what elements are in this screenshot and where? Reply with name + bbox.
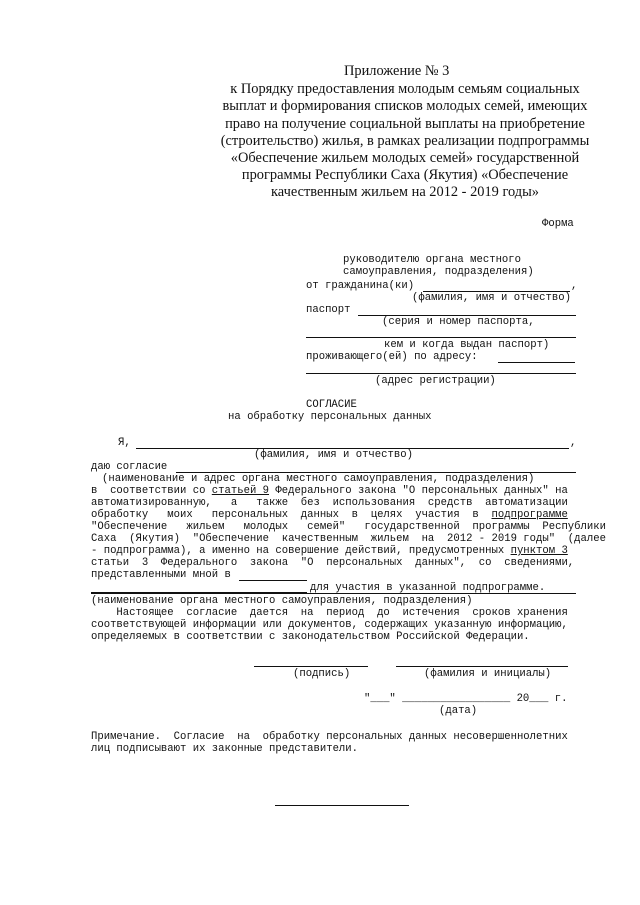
signature-caption: (подпись): [293, 668, 351, 680]
issued-caption: кем и когда выдан паспорт): [384, 339, 550, 351]
name-caption: (фамилия, имя и отчество): [254, 449, 413, 461]
header-line: (строительство) жилья, в рамках реализации подпрограммы: [220, 133, 590, 149]
body-line: определяемых в соответствии с законодательством Российской Федерации.: [91, 631, 530, 643]
org2-caption: (наименование органа местного самоуправления, подразделения): [91, 595, 473, 607]
body-line: Настоящее согласие дается на период до истечения сроков хранения: [91, 607, 568, 619]
body-line: соответствующей информации или документов, содержащих указанную информацию,: [91, 619, 568, 631]
header-line: «Обеспечение жильем молодых семей» государственной: [230, 150, 580, 166]
header-line: программы Республики Саха (Якутия) «Обеспечение: [241, 167, 569, 183]
i-comma: ,: [570, 437, 577, 449]
body-line: в соответствии со статьей 9 Федерального закона "О персональных данных" на: [91, 485, 568, 497]
note-line: лиц подписывают их законные представители.: [91, 743, 359, 755]
residing-label: проживающего(ей) по адресу:: [306, 351, 478, 363]
body-line: автоматизированную, а также без использования средств автоматизации: [91, 497, 568, 509]
from-caption: (фамилия, имя и отчество): [412, 292, 571, 304]
address-field-2[interactable]: [306, 373, 576, 374]
signature-field[interactable]: [254, 666, 368, 667]
header-line: право на получение социальной выплаты на приобретение: [225, 116, 585, 132]
document-title: СОГЛАСИЕ: [306, 399, 357, 411]
body-line: для участия в указанной подпрограмме.: [310, 582, 546, 594]
date-line[interactable]: "___" _________________ 20___ г.: [364, 693, 568, 705]
address-field[interactable]: [498, 362, 575, 363]
organization-field-2a[interactable]: [239, 580, 307, 581]
address-caption: (адрес регистрации): [375, 375, 496, 387]
addressee-line2: самоуправления, подразделения): [343, 266, 534, 278]
passport-issued-field[interactable]: [306, 337, 576, 338]
from-label: от гражданина(ки): [306, 280, 415, 292]
organization-underline: [91, 593, 576, 594]
body-line: статьи 3 Федерального закона "О персональных данных", со сведениями,: [91, 557, 575, 569]
body-line: - подпрограмма), а именно на совершение действий, предусмотренных пунктом 3: [91, 545, 568, 557]
note-line: Примечание. Согласие на обработку персональных данных несовершеннолетних: [91, 731, 568, 743]
initials-caption: (фамилия и инициалы): [424, 668, 552, 680]
article9-link[interactable]: статьей 9: [211, 485, 270, 497]
date-caption: (дата): [439, 705, 478, 717]
footer-separator: [275, 805, 409, 806]
passport-caption: (серия и номер паспорта,: [382, 316, 535, 328]
passport-label: паспорт: [306, 304, 351, 316]
document-subtitle: на обработку персональных данных: [228, 411, 432, 423]
header-line: к Порядку предоставления молодым семьям социальных: [230, 81, 580, 97]
initials-field[interactable]: [396, 666, 568, 667]
point3-link[interactable]: пунктом 3: [510, 545, 568, 557]
body-line: "Обеспечение жильем молодых семей" государственной программы Республики: [91, 521, 606, 533]
subprogram-link[interactable]: подпрограмме: [491, 509, 568, 521]
appendix-title: Приложение № 3: [344, 63, 450, 79]
body-line: Саха (Якутия) "Обеспечение качественным жильем на 2012 - 2019 годы" (далее: [91, 533, 606, 545]
from-comma: ,: [571, 280, 578, 292]
consent-label: даю согласие: [91, 461, 168, 473]
header-line: выплат и формирования списков молодых семей, имеющих: [222, 98, 588, 114]
i-label: Я,: [118, 437, 131, 449]
addressee-line1: руководителю органа местного: [343, 254, 522, 266]
form-label: Форма: [542, 218, 574, 230]
body-line: представленными мной в: [91, 569, 231, 581]
org-caption: (наименование и адрес органа местного самоуправления, подразделения): [102, 473, 535, 485]
body-line: обработку моих персональных данных в целях участия в подпрограмме: [91, 509, 568, 521]
header-line: качественным жильем на 2012 - 2019 годы»: [271, 184, 539, 200]
